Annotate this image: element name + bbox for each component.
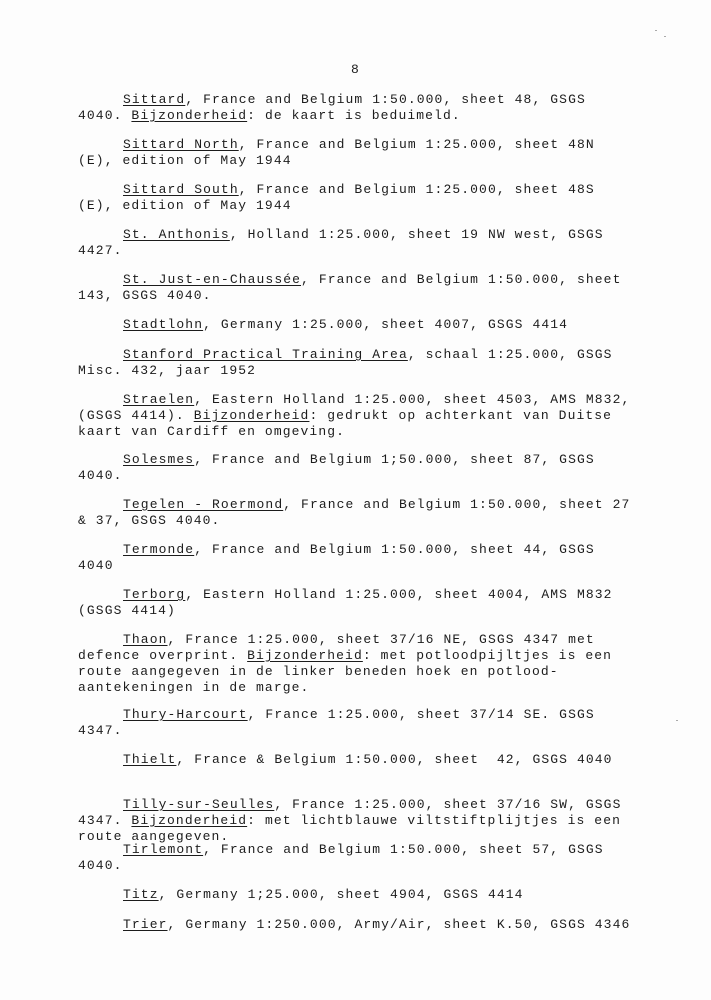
entry-line xyxy=(78,842,678,858)
entry-line xyxy=(78,347,678,363)
entry-line xyxy=(78,813,678,829)
map-title: Thielt xyxy=(123,752,177,767)
entry-text: kaart van Cardiff en omgeving. xyxy=(78,424,346,439)
catalog-entry xyxy=(78,632,678,696)
catalog-entry xyxy=(78,497,678,529)
map-title: Stadtlohn xyxy=(123,317,204,332)
entry-line xyxy=(78,317,678,333)
entry-text: , France and Belgium 1:25.000, sheet 48N xyxy=(238,137,595,152)
map-title: Trier xyxy=(123,917,168,932)
catalog-entry xyxy=(78,392,678,440)
catalog-entry xyxy=(78,542,678,574)
entry-line xyxy=(78,272,678,288)
note-label: Bijzonderheid xyxy=(131,813,248,828)
entry-text: 4040. xyxy=(78,858,123,873)
entry-text: , Holland 1:25.000, sheet 19 NW west, GSGS xyxy=(229,227,604,242)
entry-text: , schaal 1:25.000, GSGS xyxy=(407,347,613,362)
entry-text: , France and Belgium 1:50.000, sheet 44, GSGS xyxy=(194,542,595,557)
map-title: Terborg xyxy=(123,587,186,602)
entry-text: 4040. xyxy=(78,468,123,483)
entry-text: route aangegeven in de linker beneden hoek en potlood- xyxy=(78,664,559,679)
entry-text: , France and Belgium 1:50.000, sheet 27 xyxy=(283,497,631,512)
entry-text: , Germany 1:25.000, sheet 4007, GSGS 4414 xyxy=(203,317,569,332)
entry-text: 143, GSGS 4040. xyxy=(78,288,212,303)
map-title: St. Anthonis xyxy=(123,227,230,242)
map-title: Tilly-sur-Seulles xyxy=(123,797,275,812)
catalog-entry xyxy=(78,227,678,259)
entry-line xyxy=(78,680,678,696)
entry-line xyxy=(78,92,678,108)
catalog-entry xyxy=(78,92,678,124)
map-title: Thury-Harcourt xyxy=(123,707,248,722)
entry-line xyxy=(78,288,678,304)
entry-line xyxy=(78,198,678,214)
map-title: Titz xyxy=(123,887,159,902)
catalog-entry xyxy=(78,272,678,304)
entry-text: , France and Belgium 1;50.000, sheet 87, GSGS xyxy=(194,452,595,467)
page-number: 8 xyxy=(351,62,360,77)
entry-text: , France & Belgium 1:50.000, sheet 42, GSGS 4040 xyxy=(176,752,613,767)
entry-text: 4347. xyxy=(78,813,132,828)
map-title: Stanford Practical Training Area xyxy=(123,347,408,362)
entry-line xyxy=(78,497,678,513)
catalog-entry xyxy=(78,452,678,484)
entry-line xyxy=(78,587,678,603)
note-label: Bijzonderheid xyxy=(131,108,248,123)
entry-line xyxy=(78,542,678,558)
entry-line xyxy=(78,182,678,198)
entry-line xyxy=(78,243,678,259)
map-title: Thaon xyxy=(123,632,168,647)
entry-line xyxy=(78,153,678,169)
entry-text: (E), edition of May 1944 xyxy=(78,153,292,168)
entry-line xyxy=(78,108,678,124)
map-title: Solesmes xyxy=(123,452,195,467)
entry-line xyxy=(78,227,678,243)
entry-text: route aangegeven. xyxy=(78,829,230,844)
catalog-entry xyxy=(78,707,678,739)
catalog-entry xyxy=(78,917,678,933)
entry-text: (E), edition of May 1944 xyxy=(78,198,292,213)
entry-text: : met potloodpijltjes is een xyxy=(362,648,613,663)
entry-line xyxy=(78,468,678,484)
entry-text: , Eastern Holland 1:25.000, sheet 4004, AMS M832 xyxy=(185,587,613,602)
entry-text: 4427. xyxy=(78,243,123,258)
entry-text: (GSGS 4414). xyxy=(78,408,194,423)
entry-text: Misc. 432, jaar 1952 xyxy=(78,363,257,378)
entry-line xyxy=(78,664,678,680)
entry-text: , France 1:25.000, sheet 37/14 SE. GSGS xyxy=(247,707,595,722)
entry-line xyxy=(78,513,678,529)
entry-line xyxy=(78,707,678,723)
entry-text: & 37, GSGS 4040. xyxy=(78,513,221,528)
entry-text: , France 1:25.000, sheet 37/16 NE, GSGS 4347 met xyxy=(167,632,595,647)
entry-line xyxy=(78,632,678,648)
catalog-entry xyxy=(78,137,678,169)
entry-text: aantekeningen in de marge. xyxy=(78,680,310,695)
entry-text: , France and Belgium 1:50.000, sheet 57, GSGS xyxy=(203,842,604,857)
catalog-entry xyxy=(78,347,678,379)
entry-text: : met lichtblauwe viltstiftplijtjes is een xyxy=(247,813,621,828)
entry-text: (GSGS 4414) xyxy=(78,603,176,618)
entry-line xyxy=(78,603,678,619)
catalog-entry xyxy=(78,317,678,333)
entry-line xyxy=(78,648,678,664)
entry-text: , Germany 1:250.000, Army/Air, sheet K.50, GSGS 4346 xyxy=(167,917,631,932)
entry-text: , France and Belgium 1:25.000, sheet 48S xyxy=(238,182,595,197)
map-title: Termonde xyxy=(123,542,195,557)
catalog-entry xyxy=(78,887,678,903)
entry-text: 4040. xyxy=(78,108,132,123)
entry-line xyxy=(78,363,678,379)
note-label: Bijzonderheid xyxy=(247,648,363,663)
entry-text: , France and Belgium 1:50.000, sheet xyxy=(301,272,622,287)
entry-line xyxy=(78,408,678,424)
entry-text: : de kaart is beduimeld. xyxy=(247,108,461,123)
entry-line xyxy=(78,752,678,768)
catalog-entry xyxy=(78,797,678,845)
entry-line xyxy=(78,392,678,408)
scan-speck xyxy=(676,720,678,721)
map-title: Tirlemont xyxy=(123,842,204,857)
entry-text: : gedrukt op achterkant van Duitse xyxy=(309,408,613,423)
entry-text: , Germany 1;25.000, sheet 4904, GSGS 4414 xyxy=(158,887,524,902)
catalog-entry xyxy=(78,587,678,619)
entry-line xyxy=(78,558,678,574)
entry-text: , France 1:25.000, sheet 37/16 SW, GSGS xyxy=(274,797,622,812)
entry-line xyxy=(78,452,678,468)
map-title: Sittard North xyxy=(123,137,239,152)
catalog-entry xyxy=(78,752,678,768)
entry-line xyxy=(78,797,678,813)
entry-text: 4347. xyxy=(78,723,123,738)
catalog-entry xyxy=(78,182,678,214)
entry-line xyxy=(78,137,678,153)
entry-line xyxy=(78,424,678,440)
entry-text: , France and Belgium 1:50.000, sheet 48, GSGS xyxy=(185,92,586,107)
map-title: Straelen xyxy=(123,392,195,407)
entry-text: 4040 xyxy=(78,558,114,573)
map-title: Sittard xyxy=(123,92,186,107)
entry-text: defence overprint. xyxy=(78,648,248,663)
map-title: Sittard South xyxy=(123,182,239,197)
catalog-entry xyxy=(78,842,678,874)
entry-text: , Eastern Holland 1:25.000, sheet 4503, AMS M832, xyxy=(194,392,631,407)
map-title: St. Just-en-Chaussée xyxy=(123,272,302,287)
note-label: Bijzonderheid xyxy=(193,408,310,423)
entry-line xyxy=(78,723,678,739)
entry-line xyxy=(78,858,678,874)
entry-line xyxy=(78,917,678,933)
scan-speck xyxy=(664,36,666,37)
map-title: Tegelen - Roermond xyxy=(123,497,284,512)
scan-speck xyxy=(655,30,657,31)
entry-line xyxy=(78,887,678,903)
